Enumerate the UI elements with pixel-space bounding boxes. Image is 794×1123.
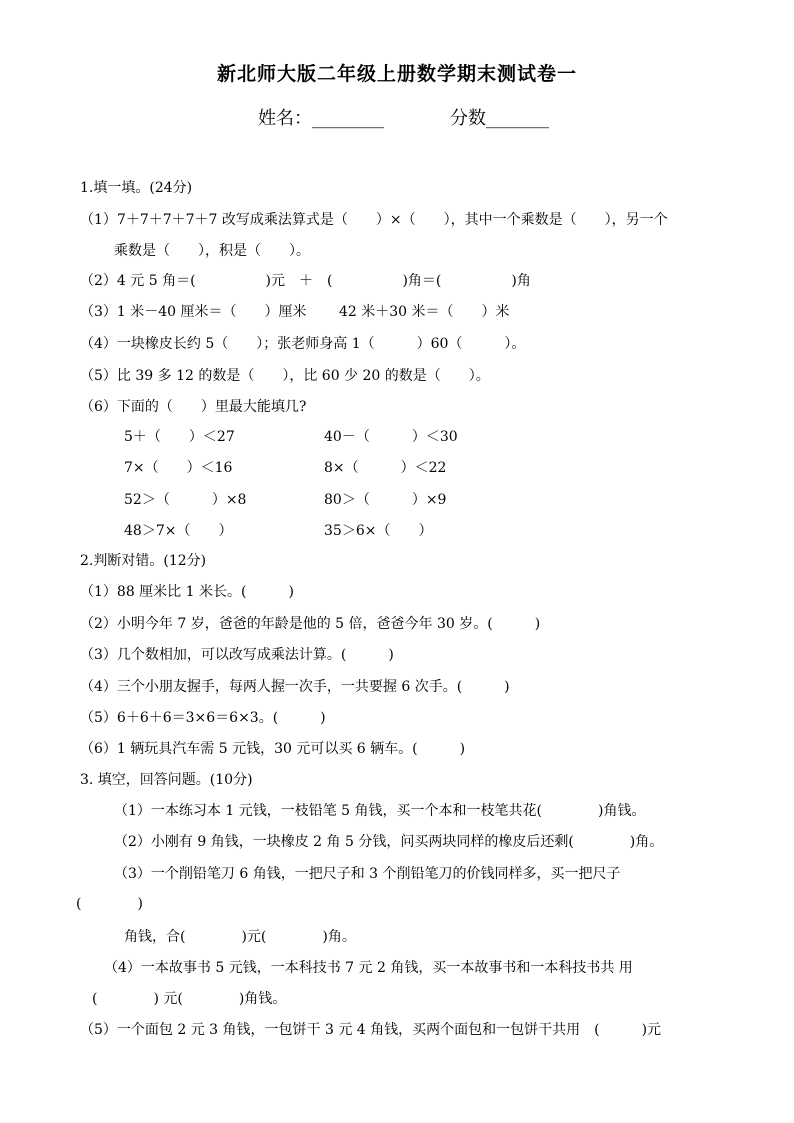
s3-question-3-cont: 角钱，合( )元( )角。: [124, 929, 356, 945]
s1-question-1-cont: 乘数是（ ），积是（ ）。: [114, 243, 310, 259]
s1-question-2: （2）4 元 5 角＝( )元 ＋ ( )角＝( )角: [80, 273, 531, 289]
s3-question-5: （5）一个面包 2 元 3 角钱，一包饼干 3 元 4 角钱，买两个面包和一包饼干共用 ( )元: [80, 1022, 662, 1038]
s2-item: （1）88 厘米比 1 米长。( ): [80, 584, 294, 600]
section-1-heading: 1.填一填。(24分): [80, 180, 193, 196]
inequality-right: 40－（ ）＜30: [324, 429, 458, 445]
inequality-left: 7×（ ）＜16: [124, 460, 233, 476]
section-2-heading: 2.判断对错。(12分): [80, 553, 207, 569]
s2-item: （6）1 辆玩具汽车需 5 元钱，30 元可以买 6 辆车。( ): [80, 741, 466, 757]
s3-question-2: （2）小刚有 9 角钱，一块橡皮 2 角 5 分钱，问买两块同样的橡皮后还剩( )角。: [114, 834, 664, 850]
s3-question-4: （4）一本故事书 5 元钱，一本科技书 7 元 2 角钱，买一本故事书和一本科技书共 用: [104, 960, 633, 976]
name-field-label: 姓名：________: [258, 108, 384, 129]
score-field-label: 分数_______: [450, 108, 549, 129]
inequality-left: 48＞7×（ ）: [124, 523, 233, 539]
s2-item: （2）小明今年 7 岁，爸爸的年龄是他的 5 倍，爸爸今年 30 岁。( ): [80, 616, 541, 632]
s2-item: （5）6＋6＋6＝3×6＝6×3。( ): [80, 710, 326, 726]
s3-question-4-cont: ( ) 元( )角钱。: [92, 991, 287, 1007]
inequality-right: 80＞（ ）×9: [324, 492, 447, 508]
inequality-left: 5＋（ ）＜27: [124, 429, 235, 445]
s1-question-4: （4）一块橡皮长约 5（ ）；张老师身高 1（ ）60（ ）。: [80, 336, 526, 352]
s1-question-1: （1）7＋7＋7＋7＋7 改写成乘法算式是（ ）×（ ），其中一个乘数是（ ），另一个: [80, 212, 668, 228]
s2-item: （4）三个小朋友握手，每两人握一次手，一共要握 6 次手。( ): [80, 679, 510, 695]
s2-item: （3）几个数相加，可以改写成乘法计算。( ): [80, 647, 394, 663]
inequality-right: 35＞6×（ ）: [324, 523, 433, 539]
inequality-right: 8×（ ）＜22: [324, 460, 447, 476]
section-3-heading: 3. 填空，回答问题。(10分): [80, 772, 253, 788]
s3-question-3: （3）一个削铅笔刀 6 角钱，一把尺子和 3 个削铅笔刀的价钱同样多，买一把尺子: [114, 866, 621, 882]
inequality-left: 52＞（ ）×8: [124, 492, 247, 508]
s1-question-5: （5）比 39 多 12 的数是（ ），比 60 少 20 的数是（ ）。: [80, 368, 490, 384]
s1-question-3: （3）1 米－40 厘米＝（ ）厘米 42 米＋30 米＝（ ）米: [80, 304, 510, 320]
page-title: 新北师大版二年级上册数学期末测试卷一: [216, 63, 577, 85]
s3-question-3-blank: ( ): [76, 896, 143, 912]
s3-question-1: （1）一本练习本 1 元钱，一枝铅笔 5 角钱，买一个本和一枝笔共花( )角钱。: [114, 803, 646, 819]
s1-question-6: （6）下面的（ ）里最大能填几?: [80, 399, 307, 415]
